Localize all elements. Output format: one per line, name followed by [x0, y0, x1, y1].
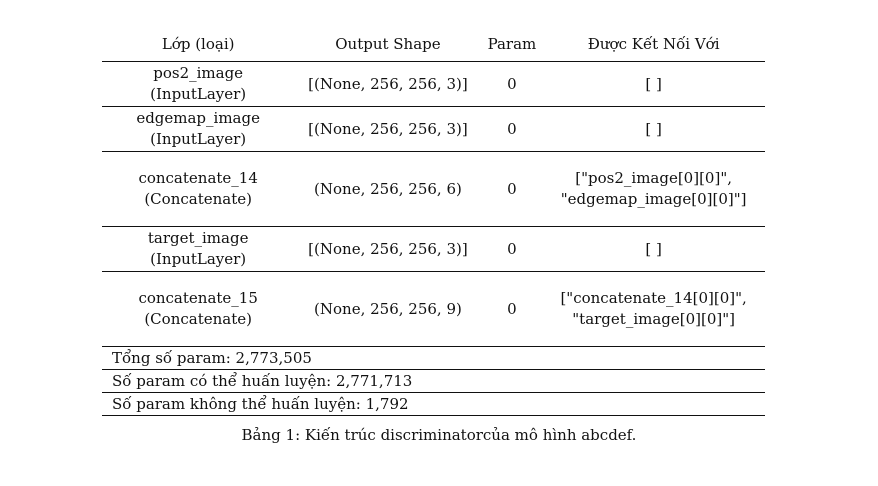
layer-name: target_image [147, 229, 249, 247]
output-shape: (None, 256, 256, 9) [314, 299, 462, 318]
output-shape: [(None, 256, 256, 3)] [308, 74, 468, 93]
layer-type: (InputLayer) [150, 85, 247, 103]
table-row [102, 272, 765, 347]
summary-row-non-trainable [102, 393, 765, 416]
layer-type: (InputLayer) [150, 130, 247, 148]
layer-cell [102, 107, 294, 152]
connected-to-line: ["pos2_image[0][0]", [575, 169, 732, 187]
param-count: 0 [507, 74, 517, 93]
layer-name: edgemap_image [136, 109, 260, 127]
summary-row-trainable [102, 370, 765, 393]
connected-to-cell [542, 227, 765, 272]
layer-name: pos2_image [153, 64, 244, 82]
param-count: 0 [507, 119, 517, 138]
output-shape: (None, 256, 256, 6) [314, 179, 462, 198]
model-summary-table-wrap [102, 28, 765, 416]
output-shape: [(None, 256, 256, 3)] [308, 119, 468, 138]
connected-to-line: [ ] [645, 239, 662, 258]
param-count: 0 [507, 299, 517, 318]
layer-type: (InputLayer) [150, 250, 247, 268]
table-row [102, 107, 765, 152]
table-row [102, 152, 765, 227]
model-summary-table [102, 28, 765, 416]
layer-type: (Concatenate) [144, 310, 252, 328]
output-shape: [(None, 256, 256, 3)] [308, 239, 468, 258]
summary-row-total [102, 347, 765, 370]
layer-cell [102, 227, 294, 272]
header-connected-to: Được Kết Nối Với [587, 35, 720, 53]
connected-to-cell [542, 152, 765, 227]
layer-cell [102, 272, 294, 347]
connected-to-cell [542, 107, 765, 152]
header-layer: Lớp (loại) [161, 35, 235, 53]
layer-type: (Concatenate) [144, 190, 252, 208]
table-row [102, 62, 765, 107]
non-trainable-params: Số param không thể huấn luyện: 1,792 [102, 393, 765, 416]
layer-name: concatenate_15 [138, 289, 258, 307]
connected-to-cell [542, 272, 765, 347]
layer-name: concatenate_14 [138, 169, 258, 187]
param-count: 0 [507, 179, 517, 198]
connected-to-line: [ ] [645, 74, 662, 93]
header-param: Param [487, 35, 537, 53]
connected-to-line: ["concatenate_14[0][0]", [560, 289, 747, 307]
layer-cell [102, 62, 294, 107]
connected-to-line: "edgemap_image[0][0]"] [560, 190, 747, 208]
connected-to-cell [542, 62, 765, 107]
header-output-shape: Output Shape [335, 35, 441, 53]
layer-cell [102, 152, 294, 227]
table-row [102, 227, 765, 272]
connected-to-line: [ ] [645, 119, 662, 138]
total-params: Tổng số param: 2,773,505 [102, 347, 765, 370]
table-caption: Bảng 1: Kiến trúc discriminatorcủa mô hình abcdef. [241, 426, 637, 444]
table-header-row [102, 28, 765, 62]
connected-to-line: "target_image[0][0]"] [572, 310, 736, 328]
param-count: 0 [507, 239, 517, 258]
trainable-params: Số param có thể huấn luyện: 2,771,713 [102, 370, 765, 393]
